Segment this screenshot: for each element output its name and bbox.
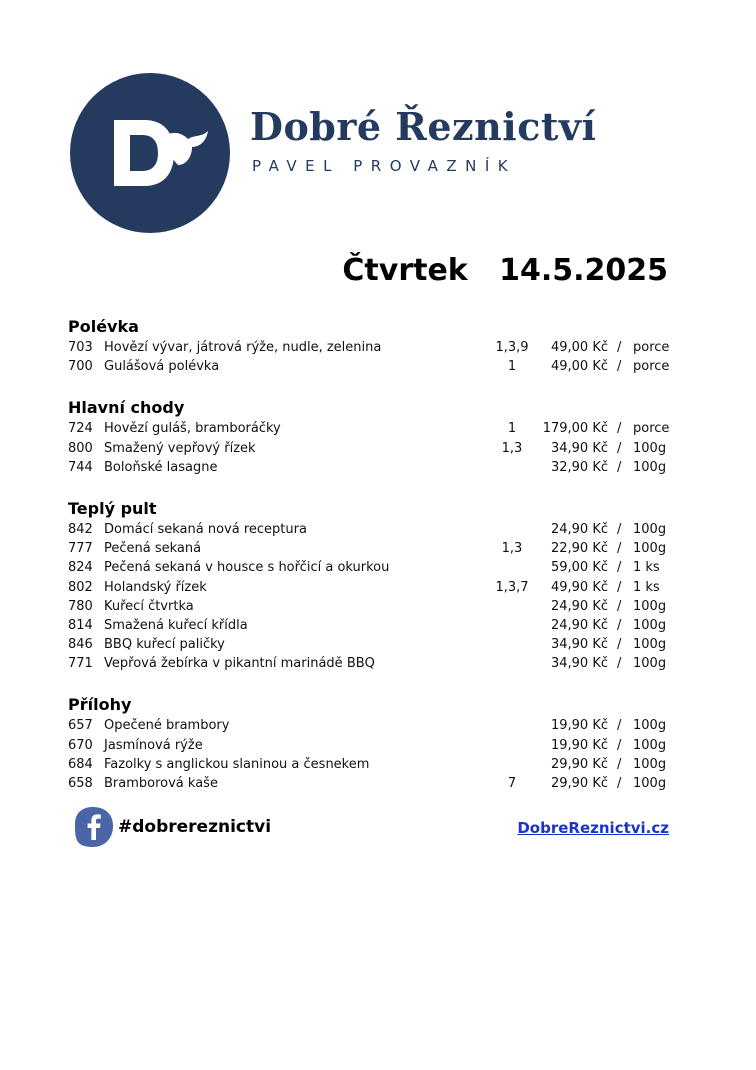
- section-title: Teplý pult: [68, 498, 157, 518]
- menu-item: [68, 716, 678, 735]
- price-separator: /: [617, 718, 622, 734]
- menu-item: [68, 597, 678, 616]
- price-separator: /: [617, 656, 622, 672]
- item-unit: 100g: [633, 598, 667, 614]
- item-allergens: 1,3: [501, 541, 523, 557]
- item-name: Smažený vepřový řízek: [104, 440, 256, 456]
- menu-item: [68, 774, 678, 793]
- item-name: Domácí sekaná nová receptura: [104, 521, 307, 537]
- item-code: 824: [68, 560, 93, 576]
- price-separator: /: [617, 579, 622, 595]
- menu-item: [68, 736, 678, 755]
- price-separator: /: [617, 756, 622, 772]
- item-price: 29,90 Kč: [550, 756, 608, 772]
- item-code: 744: [68, 459, 93, 475]
- item-code: 777: [68, 541, 93, 557]
- item-allergens: 1,3,7: [495, 579, 529, 595]
- item-code: 802: [68, 579, 93, 595]
- item-allergens: 1: [507, 359, 517, 375]
- price-separator: /: [617, 421, 622, 437]
- item-name: Vepřová žebírka v pikantní marinádě BBQ: [104, 656, 375, 672]
- item-price: 24,90 Kč: [550, 521, 608, 537]
- section-title: Polévka: [68, 317, 139, 336]
- item-code: 703: [68, 340, 93, 355]
- price-separator: /: [617, 560, 622, 576]
- item-code: 700: [68, 359, 93, 375]
- item-unit: porce: [633, 340, 670, 355]
- price-separator: /: [617, 541, 622, 557]
- menu-item: [68, 338, 678, 357]
- item-unit: 100g: [633, 637, 667, 653]
- item-code: 846: [68, 637, 93, 653]
- item-name: Boloňské lasagne: [104, 459, 218, 475]
- menu-item: [68, 439, 678, 458]
- price-separator: /: [617, 459, 622, 475]
- menu-list: [68, 316, 678, 814]
- item-unit: 100g: [633, 617, 667, 633]
- menu-item: [68, 458, 678, 477]
- section-title: Hlavní chody: [68, 398, 185, 418]
- menu-item: [68, 558, 678, 577]
- item-name: Opečené brambory: [104, 718, 230, 734]
- price-separator: /: [617, 340, 622, 355]
- item-name: Fazolky s anglickou slaninou a česnekem: [104, 756, 370, 772]
- menu-section: [68, 498, 678, 674]
- brand-subtitle: PAVEL PROVAZNÍK: [252, 157, 517, 175]
- item-price: 24,90 Kč: [550, 598, 608, 614]
- item-name: Hovězí guláš, bramboráčky: [104, 421, 281, 437]
- price-separator: /: [617, 521, 622, 537]
- item-price: 49,90 Kč: [550, 579, 608, 595]
- menu-item: [68, 755, 678, 774]
- item-code: 684: [68, 756, 93, 772]
- item-unit: 100g: [633, 756, 667, 772]
- item-unit: 100g: [633, 541, 667, 557]
- item-unit: 100g: [633, 776, 667, 791]
- item-unit: 100g: [633, 656, 667, 672]
- item-unit: 100g: [633, 459, 667, 475]
- item-name: BBQ kuřecí paličky: [104, 637, 225, 653]
- item-unit: porce: [633, 359, 670, 375]
- menu-item: [68, 654, 678, 673]
- item-price: 34,90 Kč: [550, 440, 608, 456]
- item-code: 842: [68, 521, 93, 537]
- item-code: 800: [68, 440, 93, 456]
- facebook-icon[interactable]: [71, 804, 117, 850]
- item-code: 657: [68, 718, 93, 734]
- price-separator: /: [617, 776, 622, 791]
- hashtag: #dobrereznictvi: [118, 817, 272, 837]
- menu-section: [68, 397, 678, 477]
- menu-section: [68, 316, 678, 376]
- menu-item: [68, 616, 678, 635]
- item-price: 59,00 Kč: [550, 560, 608, 576]
- item-code: 670: [68, 737, 93, 753]
- item-price: 19,90 Kč: [550, 718, 608, 734]
- item-name: Kuřecí čtvrtka: [104, 598, 194, 614]
- item-code: 771: [68, 656, 93, 672]
- price-separator: /: [617, 440, 622, 456]
- item-allergens: 7: [507, 776, 517, 791]
- item-price: 24,90 Kč: [550, 617, 608, 633]
- menu-item: [68, 419, 678, 438]
- item-price: 49,00 Kč: [550, 359, 608, 375]
- brand-name: Dobré Řeznictví: [250, 104, 597, 149]
- item-name: Pečená sekaná v housce s hořčicí a okurkou: [104, 560, 390, 576]
- menu-item: [68, 520, 678, 539]
- item-price: 29,90 Kč: [550, 776, 608, 791]
- section-title: Přílohy: [68, 695, 132, 715]
- item-price: 34,90 Kč: [550, 656, 608, 672]
- item-name: Smažená kuřecí křídla: [104, 617, 248, 633]
- item-allergens: 1,3: [501, 440, 523, 456]
- item-price: 34,90 Kč: [550, 637, 608, 653]
- website-link[interactable]: DobreReznictvi.cz: [517, 819, 669, 837]
- item-name: Bramborová kaše: [104, 776, 218, 791]
- price-separator: /: [617, 617, 622, 633]
- item-unit: 100g: [633, 737, 667, 753]
- item-unit: 1 ks: [633, 560, 660, 576]
- item-price: 22,90 Kč: [550, 541, 608, 557]
- menu-item: [68, 357, 678, 376]
- item-name: Hovězí vývar, játrová rýže, nudle, zelenina: [104, 340, 382, 355]
- item-unit: 1 ks: [633, 579, 660, 595]
- menu-item: [68, 578, 678, 597]
- item-unit: porce: [633, 421, 670, 437]
- item-price: 49,00 Kč: [550, 340, 608, 355]
- item-allergens: 1: [507, 421, 517, 437]
- item-code: 780: [68, 598, 93, 614]
- item-price: 32,90 Kč: [550, 459, 608, 475]
- menu-item: [68, 635, 678, 654]
- bull-d-icon: [70, 73, 230, 233]
- item-code: 724: [68, 421, 93, 437]
- price-separator: /: [617, 637, 622, 653]
- menu-section: [68, 694, 678, 793]
- date-heading: Čtvrtek 14.5.2025: [342, 253, 668, 288]
- price-separator: /: [617, 598, 622, 614]
- item-name: Gulášová polévka: [104, 359, 220, 375]
- item-price: 19,90 Kč: [550, 737, 608, 753]
- price-separator: /: [617, 359, 622, 375]
- item-unit: 100g: [633, 521, 667, 537]
- logo-emblem: [70, 73, 230, 233]
- item-unit: 100g: [633, 718, 667, 734]
- price-separator: /: [617, 737, 622, 753]
- item-name: Jasmínová rýže: [104, 737, 203, 753]
- item-unit: 100g: [633, 440, 667, 456]
- menu-item: [68, 539, 678, 558]
- item-price: 179,00 Kč: [542, 421, 608, 437]
- item-name: Pečená sekaná: [104, 541, 202, 557]
- item-name: Holandský řízek: [104, 579, 207, 595]
- item-code: 814: [68, 617, 93, 633]
- item-code: 658: [68, 776, 93, 791]
- item-allergens: 1,3,9: [495, 340, 529, 355]
